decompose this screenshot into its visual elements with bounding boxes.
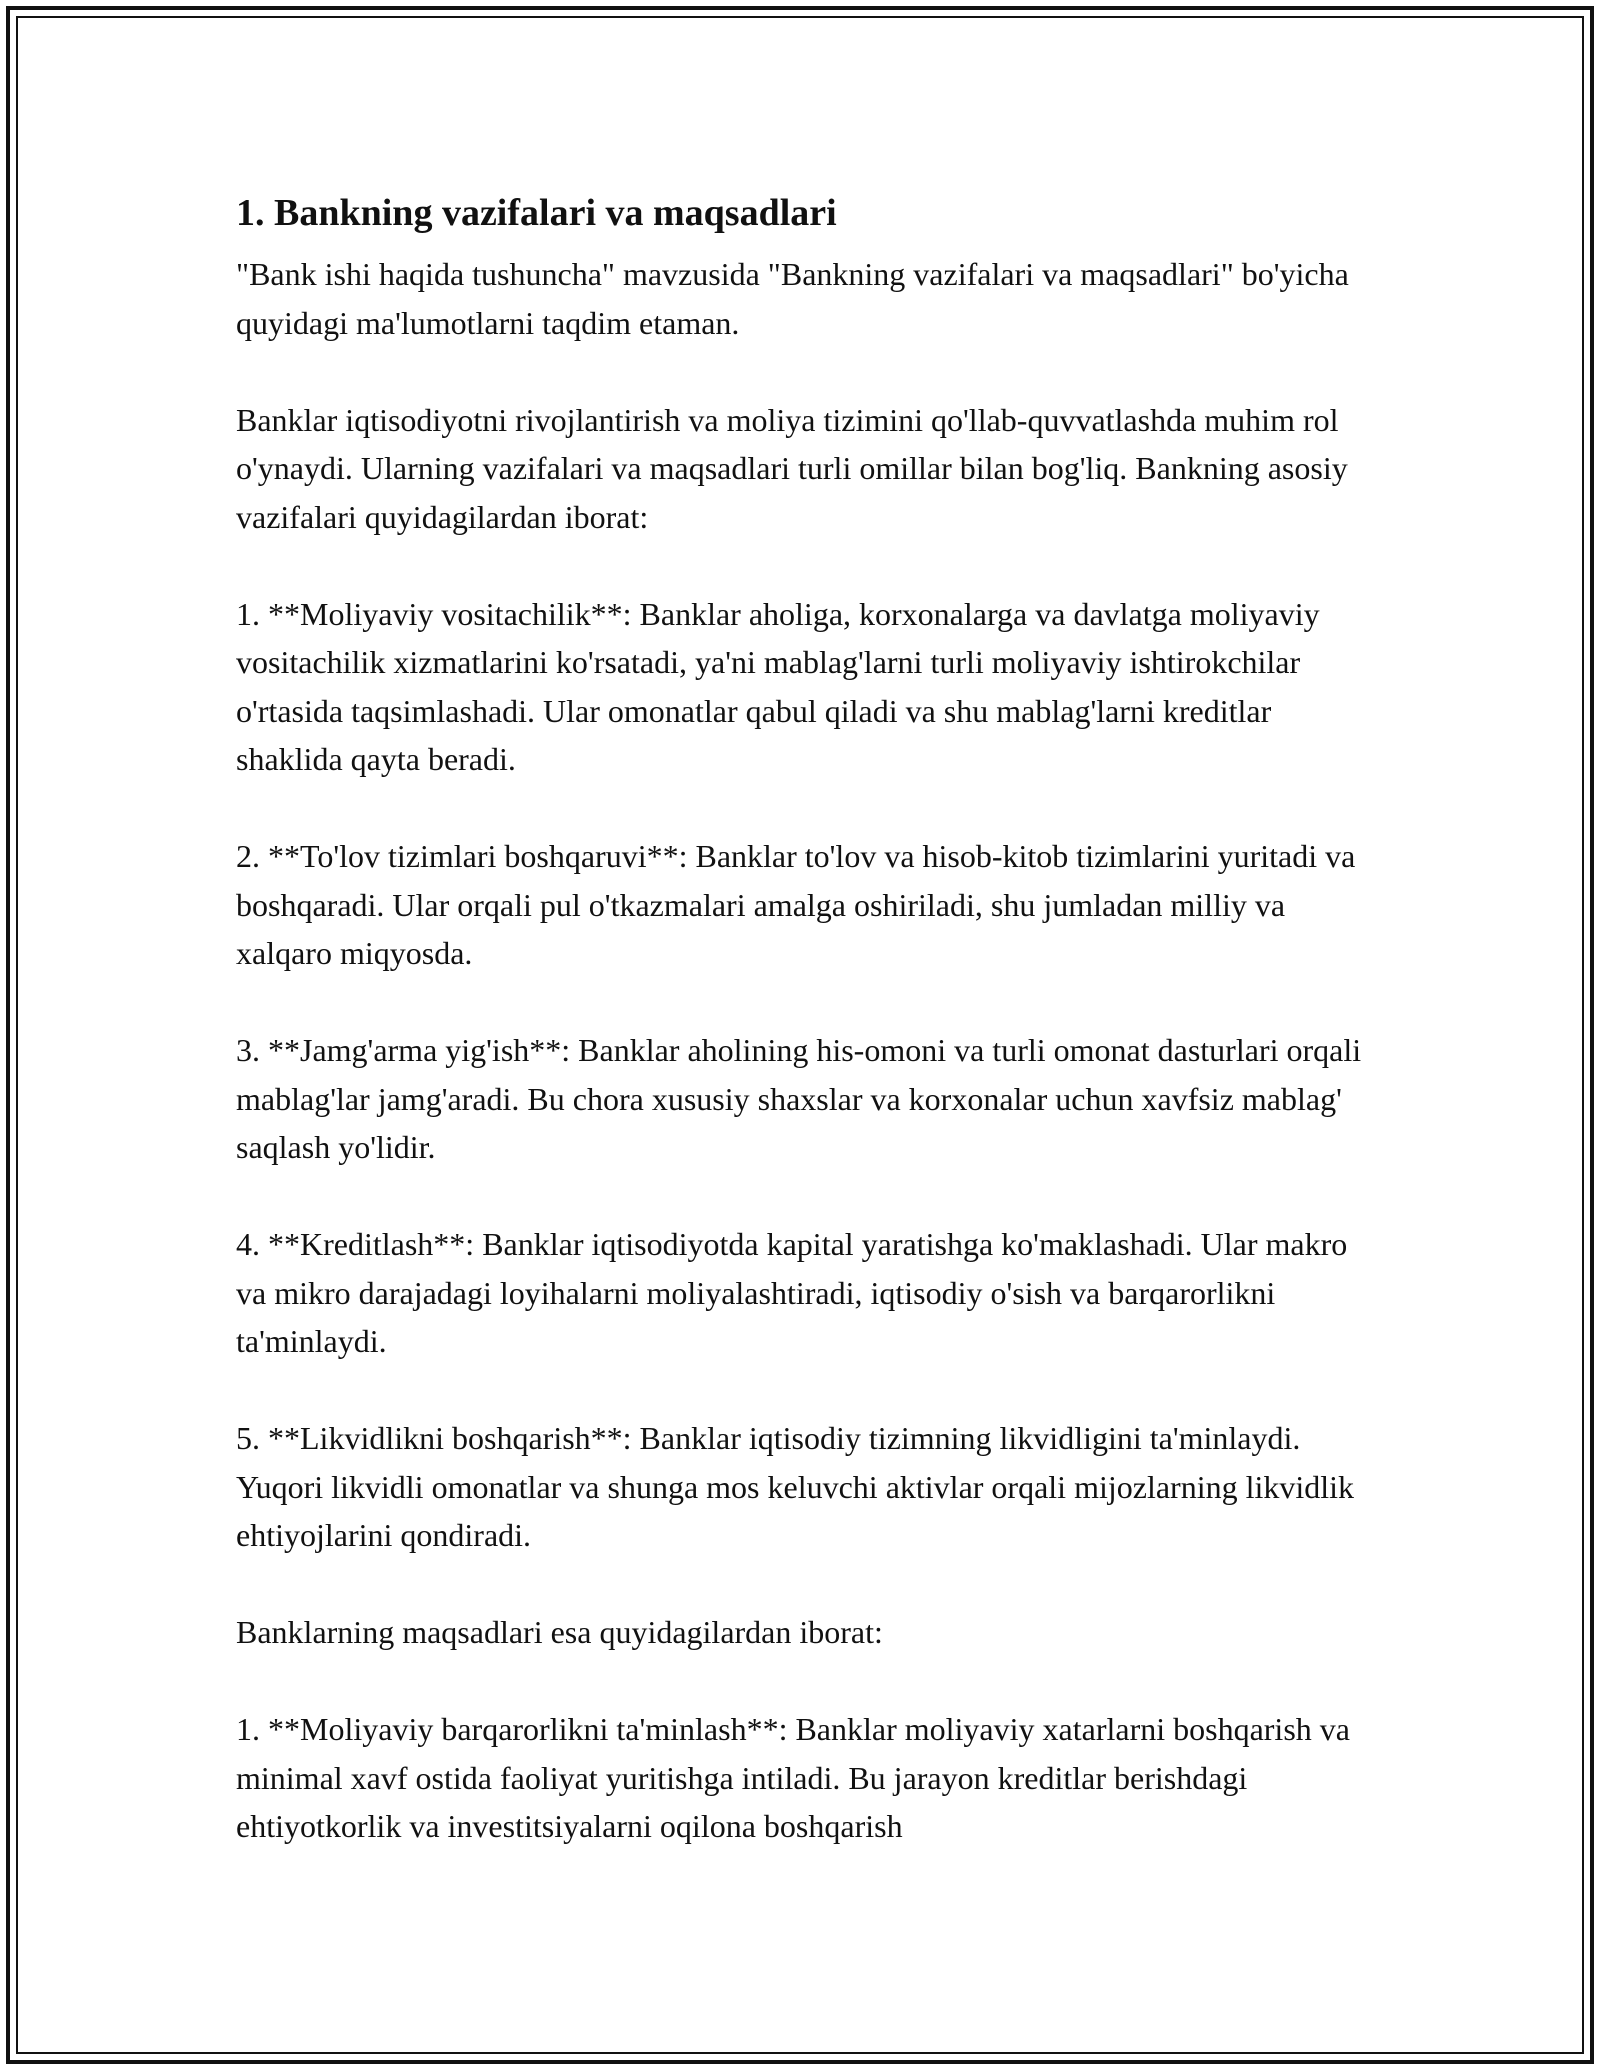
paragraph-overview: Banklar iqtisodiyotni rivojlantirish va moliya tizimini qo'llab-quvvatlashda muhim rol o'ynaydi. Ularning vazifalari va maqsadlari turli omillar bilan bog'liq. Bankning asosiy vazifalari quyidagilardan iborat: xyxy=(236,401,1348,535)
list-item-function-1: 1. **Moliyaviy vositachilik**: Banklar aholiga, korxonalarga va davlatga moliyaviy vositachilik xizmatlarini ko'rsatadi, ya'ni mablag'larni turli moliyaviy ishtirokchilar o'rtasida taqsimlashadi. Ular omonatlar qabul qiladi va shu mablag'larni kreditlar shaklida qayta beradi. xyxy=(236,595,1320,777)
paragraph-intro: "Bank ishi haqida tushuncha" mavzusida "Bankning vazifalari va maqsadlari" bo'yicha quyidagi ma'lumotlarni taqdim etaman. xyxy=(236,256,1349,341)
list-item-function-5: 5. **Likvidlikni boshqarish**: Banklar iqtisodiy tizimning likvidligini ta'minlaydi. Yuqori likvidli omonatlar va shunga mos keluvchi aktivlar orqali mijozlarning likvidlik ehtiyojlarini qondiradi. xyxy=(236,1420,1355,1553)
list-item-function-2: 2. **To'lov tizimlari boshqaruvi**: Banklar to'lov va hisob-kitob tizimlarini yuritadi va boshqaradi. Ular orqali pul o'tkazmalari amalga oshiriladi, shu jumladan milliy va xalqaro miqyosda. xyxy=(236,838,1356,971)
document-body xyxy=(236,188,1366,1899)
list-item-function-4: 4. **Kreditlash**: Banklar iqtisodiyotda kapital yaratishga ko'maklashadi. Ular makro va mikro darajadagi loyihalarni moliyalashtiradi, iqtisodiy o'sish va barqarorlikni ta'minlaydi. xyxy=(236,1226,1348,1359)
document-heading: 1. Bankning vazifalari va maqsadlari xyxy=(236,192,837,234)
paragraph-goals-intro: Banklarning maqsadlari esa quyidagilardan iborat: xyxy=(236,1614,883,1650)
list-item-goal-1: 1. **Moliyaviy barqarorlikni ta'minlash**: Banklar moliyaviy xatarlarni boshqarish va minimal xavf ostida faoliyat yuritishga intiladi. Bu jarayon kreditlar berishdagi ehtiyotkorlik va investitsiyalarni oqilona boshqarish xyxy=(236,1711,1350,1844)
list-item-function-3: 3. **Jamg'arma yig'ish**: Banklar aholining his-omoni va turli omonat dasturlari orqali mablag'lar jamg'aradi. Bu chora xususiy shaxslar va korxonalar uchun xavfsiz mablag' saqlash yo'lidir. xyxy=(236,1032,1362,1165)
